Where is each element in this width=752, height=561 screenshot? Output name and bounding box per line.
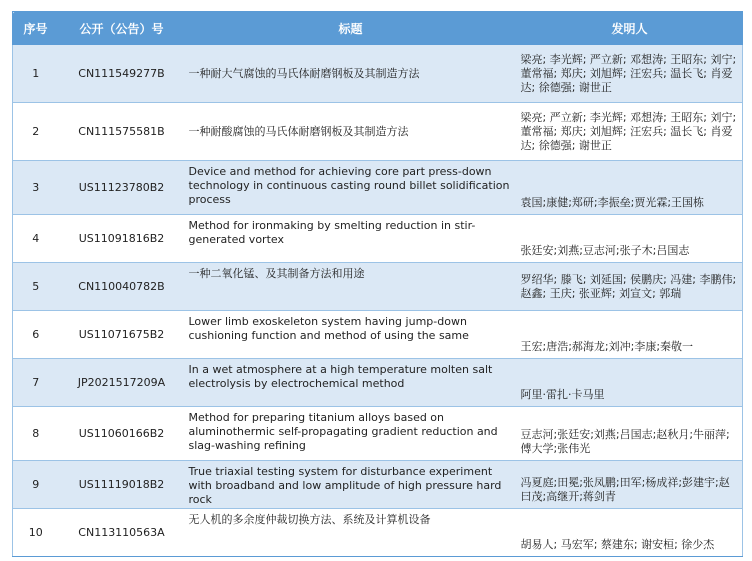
table-row (13, 359, 743, 407)
table-row (13, 509, 743, 557)
table-row (13, 45, 743, 103)
cell-inventors: 梁亮; 李光辉; 严立新; 邓想涛; 王昭东; 刘宁; 董常福; 郑庆; 刘旭辉; 汪宏兵; 温长飞; 肖爱达; 徐德强; 谢世正 (517, 45, 743, 103)
cell-index: 5 (13, 263, 59, 311)
cell-title: 一种二氧化锰、及其制备方法和用途 (185, 263, 517, 311)
table-row (13, 461, 743, 509)
cell-publication-number: US11071675B2 (59, 311, 185, 359)
cell-publication-number: US11060166B2 (59, 407, 185, 461)
table-row (13, 161, 743, 215)
cell-inventors: 王宏;唐浩;郝海龙;刘冲;李康;秦敬一 (517, 311, 743, 359)
header-title: 标题 (185, 12, 517, 45)
table-row (13, 311, 743, 359)
header-inventors: 发明人 (517, 12, 743, 45)
cell-inventors: 豆志河;张廷安;刘燕;吕国志;赵秋月;牛丽萍;傅大学;张伟光 (517, 407, 743, 461)
table-header-row (13, 12, 743, 45)
cell-publication-number: US11119018B2 (59, 461, 185, 509)
cell-inventors: 罗绍华; 滕飞; 刘延国; 侯鹏庆; 冯建; 李鹏伟; 赵鑫; 王庆; 张亚辉; 刘宣文; 郭瑞 (517, 263, 743, 311)
cell-publication-number: US11123780B2 (59, 161, 185, 215)
cell-title: True triaxial testing system for disturbance experiment with broadband and low amplitude of high pressure hard rock (185, 461, 517, 509)
cell-publication-number: JP2021517209A (59, 359, 185, 407)
patent-table (12, 11, 743, 557)
cell-title: 一种耐酸腐蚀的马氏体耐磨钢板及其制造方法 (185, 103, 517, 161)
table-row (13, 263, 743, 311)
cell-index: 4 (13, 215, 59, 263)
cell-title: In a wet atmosphere at a high temperature molten salt electrolysis by electrochemical method (185, 359, 517, 407)
cell-inventors: 冯夏庭;田冕;张凤鹏;田军;杨成祥;彭建宇;赵曰茂;高继开;蒋剑青 (517, 461, 743, 509)
cell-index: 7 (13, 359, 59, 407)
table-row (13, 215, 743, 263)
cell-index: 9 (13, 461, 59, 509)
cell-index: 6 (13, 311, 59, 359)
cell-publication-number: US11091816B2 (59, 215, 185, 263)
cell-title: Method for ironmaking by smelting reduction in stir-generated vortex (185, 215, 517, 263)
cell-publication-number: CN113110563A (59, 509, 185, 557)
cell-inventors: 袁国;康健;郑研;李振垒;贾光霖;王国栋 (517, 161, 743, 215)
cell-publication-number: CN111575581B (59, 103, 185, 161)
cell-inventors: 张廷安;刘燕;豆志河;张子木;吕国志 (517, 215, 743, 263)
cell-publication-number: CN111549277B (59, 45, 185, 103)
patent-table-container (12, 11, 742, 557)
cell-title: Method for preparing titanium alloys based on aluminothermic self-propagating gradient reduction and slag-washing refining (185, 407, 517, 461)
cell-index: 1 (13, 45, 59, 103)
cell-title: 无人机的多余度仲裁切换方法、系统及计算机设备 (185, 509, 517, 557)
cell-title: 一种耐大气腐蚀的马氏体耐磨钢板及其制造方法 (185, 45, 517, 103)
table-row (13, 103, 743, 161)
cell-title: Lower limb exoskeleton system having jump-down cushioning function and method of using the same (185, 311, 517, 359)
cell-title: Device and method for achieving core part press-down technology in continuous casting round billet solidification process (185, 161, 517, 215)
cell-index: 10 (13, 509, 59, 557)
cell-index: 3 (13, 161, 59, 215)
table-row (13, 407, 743, 461)
cell-index: 8 (13, 407, 59, 461)
cell-publication-number: CN110040782B (59, 263, 185, 311)
header-publication-number: 公开（公告）号 (59, 12, 185, 45)
cell-inventors: 梁亮; 严立新; 李光辉; 邓想涛; 王昭东; 刘宁; 董常福; 郑庆; 刘旭辉; 汪宏兵; 温长飞; 肖爱达; 徐德强; 谢世正 (517, 103, 743, 161)
header-index: 序号 (13, 12, 59, 45)
cell-inventors: 阿里·雷扎·卡马里 (517, 359, 743, 407)
cell-inventors: 胡易人; 马宏军; 蔡建东; 谢安桓; 徐少杰 (517, 509, 743, 557)
cell-index: 2 (13, 103, 59, 161)
